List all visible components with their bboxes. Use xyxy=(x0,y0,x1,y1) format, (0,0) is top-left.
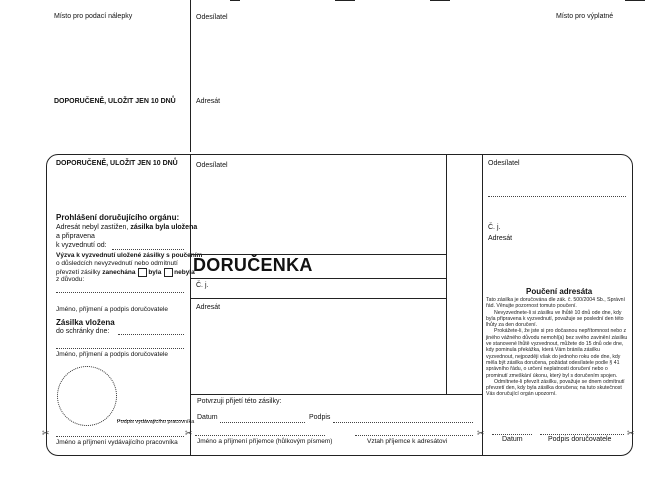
middle-rule-2 xyxy=(190,278,446,279)
declaration-line2: a připravena xyxy=(56,233,95,240)
middle-addressee-label: Adresát xyxy=(196,304,221,311)
right-column-divider xyxy=(482,154,483,456)
stamp-area-label: Místo pro podací nálepky xyxy=(54,13,133,20)
scissors-icon: ✂ xyxy=(185,428,193,438)
notice-line3: převzetí zásilky zanechána byla nebyla xyxy=(56,269,195,277)
middle-sender-label: Odesílatel xyxy=(196,162,228,169)
right-sender-field[interactable] xyxy=(488,196,626,197)
top-sender-label: Odesílatel xyxy=(196,14,228,21)
courier-name-sign-label: Jméno, příjmení a podpis doručovatele xyxy=(56,306,169,313)
declaration-line3: k vyzvednutí od: xyxy=(56,242,107,249)
middle-rule-4 xyxy=(190,394,482,395)
receipt-sign-field[interactable] xyxy=(333,422,473,423)
declaration-title: Prohlášení doručujícího orgánu: xyxy=(56,213,180,222)
top-dash xyxy=(335,0,355,1)
issuer-sign-label: Podpis vydávajícího pracovníka xyxy=(117,419,195,425)
right-ref-label: Č. j. xyxy=(488,224,501,231)
scissors-icon: ✂ xyxy=(477,428,485,438)
courier-sign-label-right: Podpis doručovatele xyxy=(548,436,612,443)
recipient-relation-label: Vztah příjemce k adresátovi xyxy=(367,438,448,445)
pickup-date-field[interactable] xyxy=(112,249,184,250)
top-divider-line xyxy=(190,0,191,152)
courier-date-field[interactable] xyxy=(492,434,532,435)
notice-line2: o důsledcích nevyzvednutí nebo odmítnutí xyxy=(56,260,178,267)
receipt-confirm-label: Potvrzuji přijetí této zásilky: xyxy=(197,398,282,405)
courier-date-label: Datum xyxy=(502,436,523,443)
top-dash xyxy=(430,0,450,1)
top-registered-label: DOPORUČENĚ, ULOŽIT JEN 10 DNŮ xyxy=(54,98,176,105)
notice-line4: z důvodu: xyxy=(56,276,85,283)
receipt-date-field[interactable] xyxy=(220,422,305,423)
middle-rule-3 xyxy=(190,298,446,299)
middle-inner-divider xyxy=(446,154,447,394)
courier-sign-field-right[interactable] xyxy=(540,434,624,435)
left-column-divider xyxy=(190,154,191,456)
recipient-name-field[interactable] xyxy=(195,435,325,436)
instructions-title: Poučení adresáta xyxy=(526,287,593,296)
declaration-line1: Adresát nebyl zastižen, zásilka byla uložena xyxy=(56,224,198,231)
issuer-name-label: Jméno a příjmení vydávajícího pracovníka xyxy=(56,439,178,446)
recipient-name-label: Jméno a příjmení příjemce (hůlkovým písmem) xyxy=(197,438,333,445)
date-stamp-circle xyxy=(57,366,117,426)
courier-sign-field[interactable] xyxy=(56,348,184,349)
left-checkbox[interactable] xyxy=(164,268,173,277)
mailbox-date-field[interactable] xyxy=(118,334,184,335)
top-dash xyxy=(230,0,240,1)
receipt-sign-label: Podpis xyxy=(309,414,331,421)
receipt-date-label: Datum xyxy=(197,414,218,421)
mailbox-date-label: do schránky dne: xyxy=(56,328,110,335)
form-title: DORUČENKA xyxy=(193,255,313,275)
postage-area-label: Místo pro výplatné xyxy=(556,13,614,20)
notice-line1: Výzva k vyzvednutí uložené zásilky s poučením xyxy=(56,252,203,259)
scissors-icon: ✂ xyxy=(627,428,635,438)
mailbox-delivery-title: Zásilka vložena xyxy=(56,318,115,327)
reason-field[interactable] xyxy=(56,292,184,293)
middle-ref-label: Č. j. xyxy=(196,282,209,289)
scissors-icon: ✂ xyxy=(42,428,50,438)
left-checkbox[interactable] xyxy=(138,268,147,277)
courier-name-sign-label-2: Jméno, příjmení a podpis doručovatele xyxy=(56,351,169,358)
left-registered-label: DOPORUČENĚ, ULOŽIT JEN 10 DNŮ xyxy=(56,160,178,167)
recipient-relation-field[interactable] xyxy=(355,435,473,436)
instructions-text: Tato zásilka je doručována dle zák. č. 500/2004 Sb., Správní řád. Věnujte pozornost tomuto poučení. Nevyzvednete-li si zásilku ve lhůtě 10 dnů ode dne, kdy byla připravena k vyzvednutí, považuje se poslední den této lhůty za den doručení. Prokážete-li, že jste si pro dočasnou nepřítomnost nebo z jiného vážného důvodu nemohl(a) bez svého zavinění zásilku ve stanovené lhůtě vyzvednout, můžete do 15 dnů ode dne, kdy pominula překážka, která Vám bránila zásilku vyzvednout, nejpozději však do jednoho roku ode dne, kdy měla být zásilka doručena, požádat odesílatele podle § 41 správního řádu, o určení neplatnosti doručení nebo o prominutí zmeškání úkonu, který byl s doručením spojen. Odmítnete-li převzít zásilku, považuje se dnem odmítnutí převzetí den, kdy byla zásilka doručena; na tuto skutečnost Vás doručující orgán upozorní. xyxy=(486,297,628,398)
right-addressee-label: Adresát xyxy=(488,235,513,242)
right-sender-label: Odesílatel xyxy=(488,160,520,167)
issuer-name-field[interactable] xyxy=(56,436,184,437)
top-dash xyxy=(625,0,645,1)
top-addressee-label: Adresát xyxy=(196,98,221,105)
